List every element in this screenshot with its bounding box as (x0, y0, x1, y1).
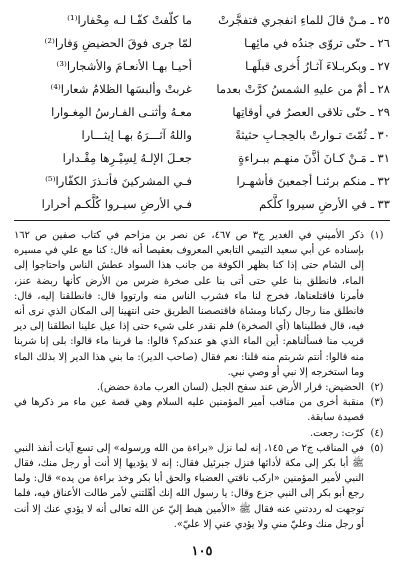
footnote-number: (٣) (370, 397, 384, 409)
footnotes (14, 228, 390, 532)
verse-first-hemistich: ٣٢ ـ منكم برئنـا أجمعينَ فأشهـرا (236, 174, 390, 188)
verse-first-hemistich: ٢٧ ـ وبكربـلاءَ آثـارُ أُخرى قبلَهـا (245, 59, 390, 73)
verse-second-hemistich: فـي الأرضِ سيـروا كُلَّكـم أحرارا (41, 197, 192, 211)
verse-33 (14, 194, 390, 215)
verse-28 (14, 79, 390, 100)
footnote (14, 228, 390, 380)
verse-first-hemistich: ٢٥ ـ مـنْ قالَ للماءِ انفجري فتفجَّرتْ (218, 13, 390, 27)
page-number: ١٠٥ (191, 544, 213, 559)
verse-26 (14, 33, 390, 54)
verse-second-hemistich: فـي المشركينَ فأنـذرَ الكفّارا⁽⁵⁾ (45, 174, 192, 188)
verse-29 (14, 102, 390, 123)
footnote-text: في المناقب ج٢ ص ١٤٥، إنه لما نزل «براءة من الله ورسوله» إلى تسع آيات أنفذ النبي ﷺ أبا بكر إلى مكة لأدائها فنزل جبرئيل فقال: إنه لا يؤديها إلا أنت أو رجل منك، فقال النبي لأمير المؤمنين «اركب ناقتي العضباء والحق أبا بكر وخذ براءة من يده» قال: ولما رجع أبو بكر إلى النبي جزع وقال: يا رسول الله إنك أهّلتني لأمر طالت الأعناق فيه، فلما توجهت له رددتني عنه فقال ﷺ «الأمين هبط إليّ عن الله تعالى أنه لا يؤدي عنك إلا أنت أو رجل منك وعليّ مني ولا يؤدي عني إلا عليّ». (14, 442, 364, 530)
footnote-number: (٥) (370, 442, 384, 454)
verse-second-hemistich: أحيـا بهـا الأنعـامَ والأشجارا⁽³⁾ (56, 59, 192, 73)
footnote (14, 395, 390, 425)
verse-second-hemistich: غربتْ وألبسَها الظلامُ شعارا⁽⁴⁾ (50, 82, 192, 96)
verse-first-hemistich: ٣٣ ـ في الأرضِ سيروا كلَّكم (259, 197, 390, 211)
verse-second-hemistich: لمّا جرى فوقَ الحضيضِ وَفارا⁽²⁾ (44, 36, 192, 50)
verse-first-hemistich: ٢٦ ـ حتّى تروّى جندُه في مائِهـا (244, 36, 390, 50)
verse-second-hemistich: واللهُ آثـــرَهُ بهـا إيثـــارا (81, 128, 192, 142)
footnote (14, 426, 390, 441)
footnote-text: كرّت: رجعت. (310, 427, 364, 439)
verse-25 (14, 10, 390, 31)
verse-first-hemistich: ٣١ ـ مَـنْ كـانَ أذَّنَ منهـم ببـراءةٍ (238, 151, 390, 165)
footnote-number: (٤) (370, 427, 384, 439)
poem-section (14, 10, 390, 216)
footnote-number: (٢) (370, 382, 384, 394)
verse-first-hemistich: ٢٩ ـ حتّى تلاقى العصرُ في أوقاتِها (232, 105, 390, 119)
verse-first-hemistich: ٢٨ ـ أمْ من عليهِ الشمسُ كرَّتْ بعدما (216, 82, 390, 96)
verse-30 (14, 125, 390, 146)
verse-32 (14, 171, 390, 192)
footnote-text: الحضيض: قرار الأرض عند سفح الجبل (لسان العرب مادة حضض). (96, 382, 364, 394)
verse-second-hemistich: معـهُ وأثنـى الفـارسُ المِغـوارا (51, 105, 192, 119)
verse-first-hemistich: ٣٠ ـ ثُمّتَ تـوارتْ بالحِجـابِ حثيثةً (235, 128, 390, 142)
footnote-text: منقبة أخرى من مناقب أمير المؤمنين عليه السلام وهي قصة عين ماء مر ذكرها في قصيدة سابقة. (14, 397, 364, 424)
verse-second-hemistich: ما كلّفتْ كفّـا لـه مِحْفارا⁽¹⁾ (67, 13, 192, 27)
footnote (14, 441, 390, 532)
verse-27 (14, 56, 390, 77)
verse-second-hemistich: جعـلَ الإلـهُ لِسِيْـرِها مِقْـدارا (62, 151, 192, 165)
footnote-text: ذكر الأميني في الغدير ج٣ ص ٤٦٧، عن نصر بن مزاحم في كتاب صفين ص ١٦٢ بإسناده عن أبي سعيد التيمي التابعي المعروف بعقيصا أنه قال: كنا مع علي في مسيره إلى الشام حتى إذا كنا بظهر الكوفة من جانب هذا السواد عطش الناس واحتاجوا إلى الماء، فانطلق بنا علي حتى أتى بنا على صخرة ضرس من الأرض كأنها ربضة عنز، فأمرنا فاقتلعناها، فخرج لنا ماء فشرب الناس منه وارتووا قال: فانطلقنا إليه، قال: فانطلق منا رجال ركبانا ومشاة فاقتصصنا الطريق حتى انتهينا إلى المكان الذي نرى أنه فيه، قال فطلبناها (أي الصخرة) فلم نقدر على شيء حتى إذا عيل علينا انطلقنا إلى دير قريب منا فسألناهم: أين الماء الذي هو عندكم؟ قالوا: ما قربنا ماء قالوا: بلى إنا شربنا منه قالوا: أنتم شربتم منه قلنا: نعم فقال (صاحب الدير): ما بني هذا الدير إلا بذلك الماء وما استخرجه إلا نبي أو وصي نبي. (14, 230, 365, 378)
footnote-divider (14, 220, 390, 221)
footnote (14, 380, 390, 395)
footnote-number: (١) (370, 230, 384, 241)
verse-31 (14, 148, 390, 169)
